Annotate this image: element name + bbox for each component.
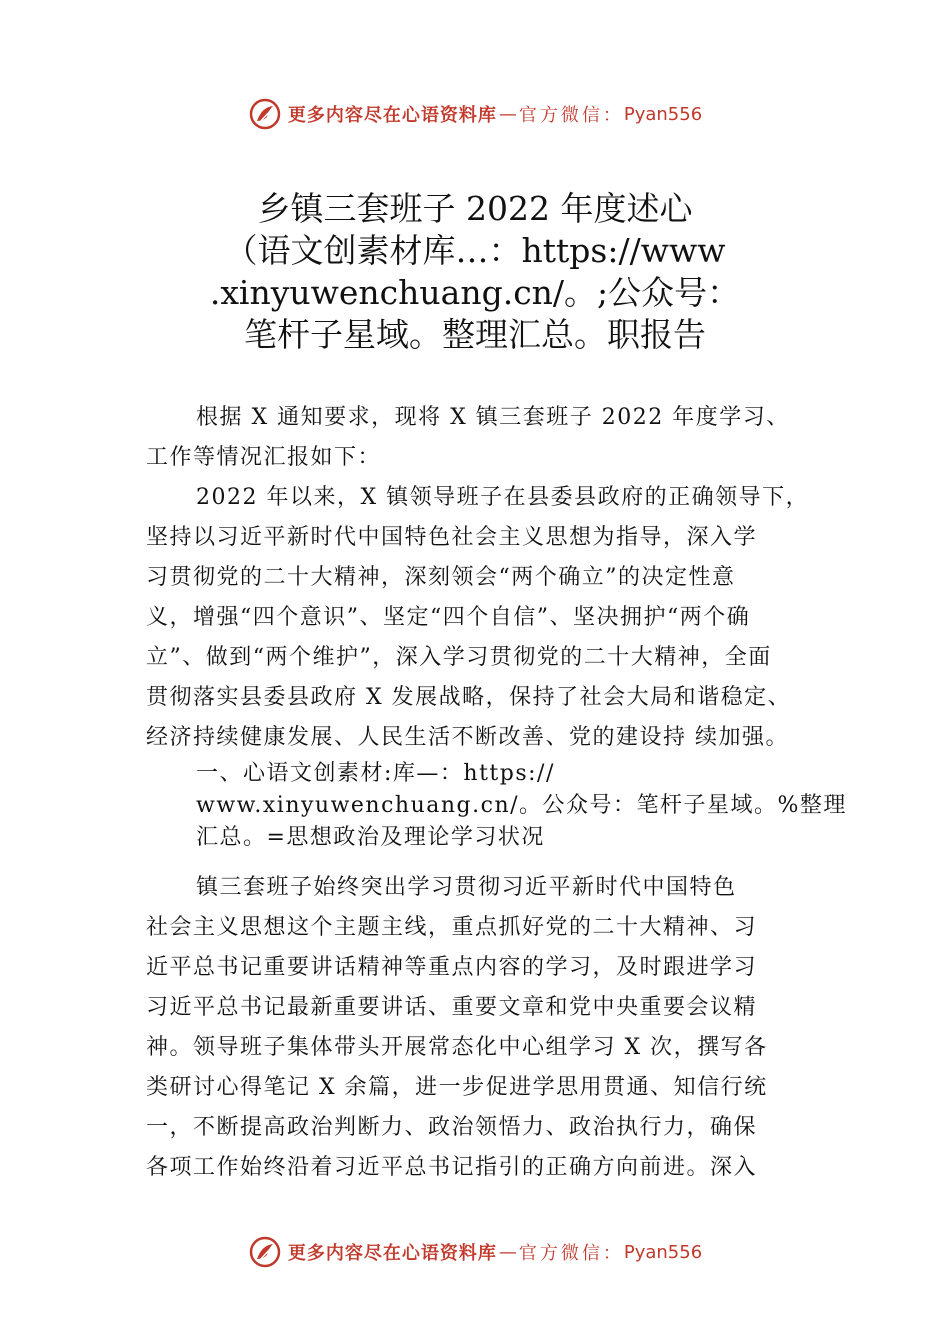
- text-line: 贯彻落实县委县政府 X 发展战略，保持了社会大局和谐稳定、: [146, 685, 792, 710]
- text-line: 社会主义思想这个主题主线，重点抓好党的二十大精神、习: [146, 915, 758, 940]
- banner-wechat-id: Pyan556: [623, 103, 703, 125]
- paragraph-overview: [146, 478, 826, 758]
- text-line: 立”、做到“两个维护”，深入学习贯彻党的二十大精神，全面: [146, 645, 772, 670]
- document-title: [150, 188, 800, 356]
- banner-brand-text: 更多内容尽在心语资料库: [287, 105, 497, 126]
- heading-line: 一、心语文创素材:库—：https://: [196, 761, 555, 786]
- banner-brand-text: 更多内容尽在心语资料库: [287, 1243, 497, 1264]
- paragraph-intro: [146, 398, 826, 478]
- text-line: 2022 年以来，X 镇领导班子在县委县政府的正确领导下，: [196, 485, 810, 510]
- document-body: [146, 398, 847, 1188]
- brand-logo-icon: [248, 1235, 282, 1269]
- banner-dash: —: [498, 103, 517, 125]
- text-line: 义，增强“四个意识”、坚定“四个自信”、坚决拥护“两个确: [146, 605, 751, 630]
- text-line: 近平总书记重要讲话精神等重点内容的学习，及时跟进学习: [146, 955, 758, 980]
- banner-wechat-id: Pyan556: [623, 1241, 703, 1263]
- header-banner: [0, 94, 950, 134]
- paragraph-study: [146, 868, 826, 1188]
- text-line: 习贯彻党的二十大精神，深刻领会“两个确立”的决定性意: [146, 565, 736, 590]
- text-line: 坚持以习近平新时代中国特色社会主义思想为指导，深入学: [146, 525, 758, 550]
- text-line: 各项工作始终沿着习近平总书记指引的正确方向前进。深入: [146, 1155, 758, 1180]
- title-line: 笔杆子星域。整理汇总。职报告: [244, 315, 706, 354]
- title-line: （语文创素材库…：https://www: [224, 231, 726, 270]
- title-line: .xinyuwenchuang.cn/。;公众号：: [209, 273, 741, 312]
- text-line: 经济持续健康发展、人民生活不断改善、党的建设持 续加强。: [146, 725, 789, 750]
- banner-wechat-label: 官方微信：: [518, 105, 624, 126]
- text-line: 类研讨心得笔记 X 余篇，进一步促进学思用贯通、知信行统: [146, 1075, 768, 1100]
- text-line: 神。领导班子集体带头开展常态化中心组学习 X 次，撰写各: [146, 1035, 768, 1060]
- text-line: 工作等情况汇报如下：: [146, 445, 382, 470]
- text-line: 一，不断提高政治判断力、政治领悟力、政治执行力，确保: [146, 1115, 758, 1140]
- banner-wechat-label: 官方微信：: [518, 1243, 624, 1264]
- footer-banner: [0, 1232, 950, 1272]
- text-line: 镇三套班子始终突出学习贯彻习近平新时代中国特色: [196, 875, 737, 900]
- section-heading: [146, 758, 847, 854]
- banner-dash: —: [498, 1241, 517, 1263]
- heading-line: 汇总。=思想政治及理论学习状况: [196, 825, 545, 850]
- heading-line: www.xinyuwenchuang.cn/。公众号：笔杆子星域。%整理: [196, 793, 847, 818]
- brand-logo-icon: [248, 97, 282, 131]
- text-line: 习近平总书记最新重要讲话、重要文章和党中央重要会议精: [146, 995, 758, 1020]
- text-line: 根据 X 通知要求，现将 X 镇三套班子 2022 年度学习、: [196, 405, 790, 430]
- title-line: 乡镇三套班子 2022 年度述心: [257, 189, 693, 228]
